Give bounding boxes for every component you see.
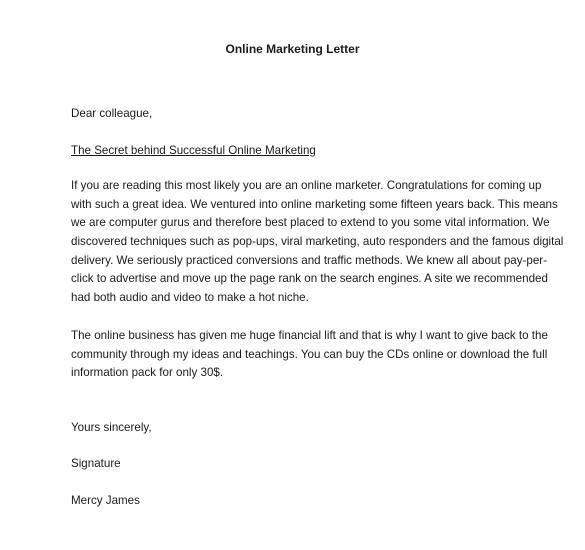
paragraph-line: If you are reading this most likely you are an online marketer. Congratulations for coming up: [71, 179, 542, 192]
letter-subject: The Secret behind Successful Online Marketing: [71, 144, 316, 157]
paragraph-line: with such a great idea. We ventured into online marketing some fifteen years back. This means: [71, 197, 558, 211]
paragraph-line: delivery. We seriously practiced conversions and traffic methods. We knew all about pay-per-: [71, 253, 547, 267]
paragraph-line: discovered techniques such as pop-ups, viral marketing, auto responders and the famous digital: [71, 235, 564, 249]
body-paragraph-2: [71, 327, 548, 383]
signature: Signature: [71, 457, 121, 470]
letter-title: Online Marketing Letter: [225, 42, 360, 56]
sender-name: Mercy James: [71, 494, 140, 507]
paragraph-line: click to advertise and move up the page rank on the search engines. A site we recommended: [71, 272, 548, 286]
closing: Yours sincerely,: [71, 421, 152, 434]
salutation: Dear colleague,: [71, 107, 153, 120]
paragraph-line: community through my ideas and teachings. You can buy the CDs online or download the full: [71, 347, 548, 361]
body-paragraph-1: [71, 177, 564, 308]
paragraph-line: we are computer gurus and therefore best placed to extend to you some vital information. We: [71, 216, 550, 230]
paragraph-line: The online business has given me huge financial lift and that is why I want to give back to the: [71, 329, 548, 342]
paragraph-line: information pack for only 30$.: [71, 366, 224, 380]
paragraph-line: had both audio and video to make a hot niche.: [71, 291, 309, 305]
